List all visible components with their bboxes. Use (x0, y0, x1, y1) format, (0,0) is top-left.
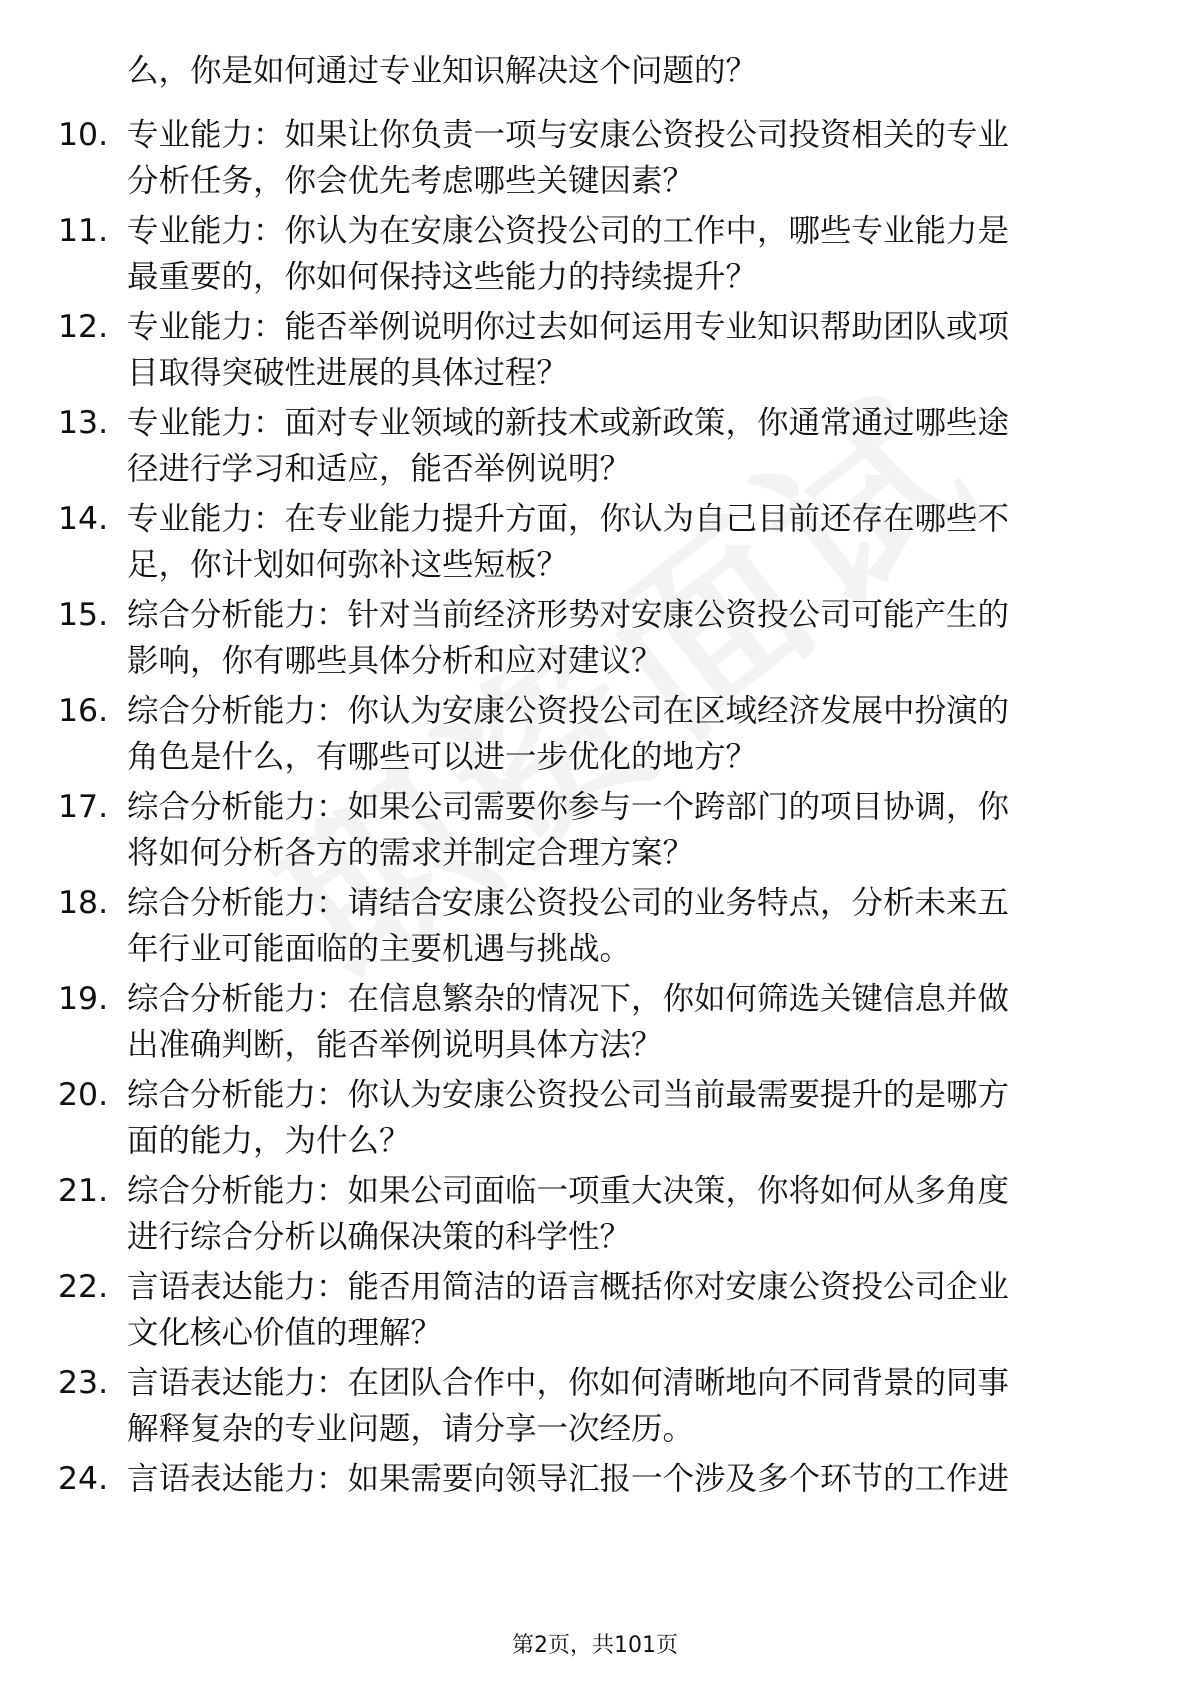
continuation-line: 么，你是如何通过专业知识解决这个问题的？ (127, 53, 758, 89)
question-line: 角色是什么，有哪些可以进一步优化的地方？ (127, 739, 758, 775)
question-number: 12. (58, 309, 109, 345)
question-line: 专业能力：面对专业领域的新技术或新政策，你通常通过哪些途 (127, 405, 1010, 441)
question-line: 进行综合分析以确保决策的科学性？ (127, 1219, 632, 1255)
question-item (0, 400, 1190, 496)
question-item (0, 592, 1190, 688)
question-item (0, 1072, 1190, 1168)
question-line: 目取得突破性进展的具体过程？ (127, 355, 569, 391)
question-line: 文化核心价值的理解？ (127, 1315, 443, 1351)
question-item (0, 304, 1190, 400)
question-line: 专业能力：如果让你负责一项与安康公资投公司投资相关的专业 (127, 117, 1010, 153)
question-line: 专业能力：在专业能力提升方面，你认为自己目前还存在哪些不 (127, 501, 1010, 537)
question-text (127, 688, 1137, 780)
question-number: 19. (58, 981, 109, 1017)
question-line: 专业能力：你认为在安康公资投公司的工作中，哪些专业能力是 (127, 213, 1010, 249)
question-line: 综合分析能力：你认为安康公资投公司当前最需要提升的是哪方 (127, 1077, 1010, 1113)
question-number: 17. (58, 789, 109, 825)
question-item (0, 880, 1190, 976)
question-text (127, 400, 1137, 492)
question-line: 言语表达能力：能否用简洁的语言概括你对安康公资投公司企业 (127, 1269, 1010, 1305)
question-line: 综合分析能力：针对当前经济形势对安康公资投公司可能产生的 (127, 597, 1010, 633)
question-text (127, 1456, 1137, 1502)
question-text (127, 304, 1137, 396)
question-line: 综合分析能力：如果公司面临一项重大决策，你将如何从多角度 (127, 1173, 1010, 1209)
question-text (127, 880, 1137, 972)
question-number: 15. (58, 597, 109, 633)
question-number: 21. (58, 1173, 109, 1209)
question-number: 11. (58, 213, 109, 249)
question-line: 言语表达能力：在团队合作中，你如何清晰地向不同背景的同事 (127, 1365, 1010, 1401)
question-line: 径进行学习和适应，能否举例说明？ (127, 451, 632, 487)
question-item (0, 208, 1190, 304)
question-line: 将如何分析各方的需求并制定合理方案？ (127, 835, 695, 871)
page-footer: 第2页，共101页 (512, 1633, 678, 1658)
question-item (0, 112, 1190, 208)
question-text (127, 592, 1137, 684)
question-line: 专业能力：能否举例说明你过去如何运用专业知识帮助团队或项 (127, 309, 1010, 345)
question-item (0, 688, 1190, 784)
question-text (127, 1072, 1137, 1164)
question-text (127, 976, 1137, 1068)
question-line: 分析任务，你会优先考虑哪些关键因素？ (127, 163, 695, 199)
question-text (127, 496, 1137, 588)
question-number: 13. (58, 405, 109, 441)
question-text (127, 784, 1137, 876)
question-line: 面的能力，为什么？ (127, 1123, 411, 1159)
question-list (0, 112, 1190, 1552)
question-line: 年行业可能面临的主要机遇与挑战。 (127, 931, 632, 967)
question-number: 14. (58, 501, 109, 537)
question-text (127, 112, 1137, 204)
question-text (127, 1360, 1137, 1452)
question-number: 20. (58, 1077, 109, 1113)
question-item (0, 784, 1190, 880)
question-line: 综合分析能力：请结合安康公资投公司的业务特点，分析未来五 (127, 885, 1010, 921)
question-line: 足，你计划如何弥补这些短板？ (127, 547, 569, 583)
question-item (0, 1264, 1190, 1360)
question-text (127, 208, 1137, 300)
question-text (127, 1168, 1137, 1260)
question-number: 22. (58, 1269, 109, 1305)
question-line: 综合分析能力：在信息繁杂的情况下，你如何筛选关键信息并做 (127, 981, 1010, 1017)
question-number: 18. (58, 885, 109, 921)
question-number: 24. (58, 1461, 109, 1497)
question-line: 影响，你有哪些具体分析和应对建议？ (127, 643, 663, 679)
question-item (0, 976, 1190, 1072)
question-line: 言语表达能力：如果需要向领导汇报一个涉及多个环节的工作进 (127, 1461, 1010, 1497)
question-line: 最重要的，你如何保持这些能力的持续提升？ (127, 259, 758, 295)
question-item (0, 496, 1190, 592)
question-item (0, 1360, 1190, 1456)
question-item (0, 1456, 1190, 1552)
question-line: 出准确判断，能否举例说明具体方法？ (127, 1027, 663, 1063)
question-line: 解释复杂的专业问题，请分享一次经历。 (127, 1411, 695, 1447)
question-line: 综合分析能力：你认为安康公资投公司在区域经济发展中扮演的 (127, 693, 1010, 729)
question-number: 10. (58, 117, 109, 153)
question-number: 16. (58, 693, 109, 729)
question-item (0, 1168, 1190, 1264)
question-text (127, 1264, 1137, 1356)
question-line: 综合分析能力：如果公司需要你参与一个跨部门的项目协调，你 (127, 789, 1010, 825)
question-number: 23. (58, 1365, 109, 1401)
